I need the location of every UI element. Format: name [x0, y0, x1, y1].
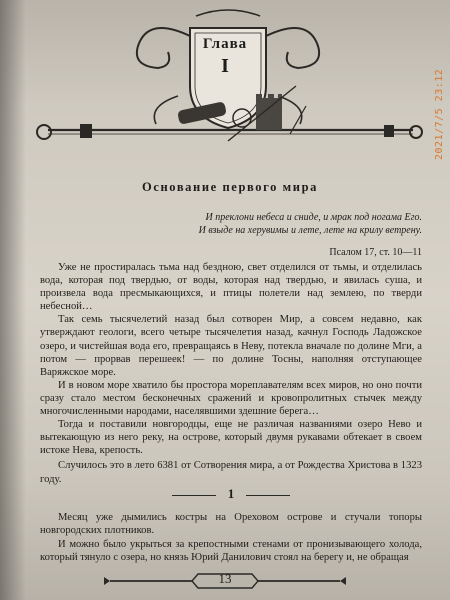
chapter-number: I	[221, 55, 229, 77]
section-number: 1	[227, 486, 235, 501]
epigraph-line: И взыде на херувимы и лете, лете на крилу ветрену.	[198, 225, 422, 236]
page-gutter-shadow	[0, 0, 26, 600]
paragraph: Так семь тысячелетий назад был сотворен Мир, а совсем недавно, как утверждают геологи, всего четыре тысячелетия назад, качнул Господь Ладожское озеро, и чистейшая вода его, превращаясь в Неву, потекла вначале по долине Мги, а потом — прорвав перешеек! — по долине Тосны, наполняя отступающее Варяжское море.	[40, 314, 422, 378]
epigraph-line: И преклони небеса и сниде, и мрак под ногама Его.	[205, 212, 422, 223]
paragraph: Случилось это в лето 6381 от Сотворения мира, а от Рождества Христова в 1323 году.	[40, 460, 422, 485]
paragraph: И в новом море хватило бы простора мореплавателям всех миров, но оно почти сразу стало местом бесконечных сражений и кровопролитных стычек между многочисленными народами, населявшими здешние берега…	[40, 379, 422, 418]
epigraph-source: Псалом 17, ст. 10—11	[329, 247, 422, 258]
divider-rule-right	[246, 495, 290, 496]
paragraph: Тогда и поставили новгородцы, еще не различая названиями озеро Нево и вытекающую из него реку, на острове, который двумя рукавами обтекает в своем истоке Нева, крепость.	[40, 419, 422, 457]
chapter-body	[40, 261, 422, 486]
photo-timestamp: 2021/7/5 23:12	[434, 68, 445, 160]
page-number: 13	[218, 571, 232, 586]
paragraph: И можно было укрыться за крепостными стенами от пронизывающего холода, который тянуло с озера, но князь Юрий Данилович стоял на берегу и, не обращая	[40, 538, 422, 564]
section-divider	[40, 486, 422, 506]
epigraph	[120, 211, 422, 237]
chapter-label: Глава	[202, 36, 248, 52]
section-body	[40, 511, 422, 565]
paragraph: Месяц уже дымились костры на Ореховом острове и стучали топоры новгородских плотников.	[40, 512, 422, 537]
chapter-title: Основание первого мира	[142, 180, 318, 194]
paragraph: Уже не простиралась тьма над бездною, свет отделился от тьмы, и отделилась вода, которая под твердью, от воды, которая над твердью, и явилась суша, и произвела вода пресмыкающихся, и птицы полетели над землею, по тверди небесной…	[40, 262, 422, 313]
chapter-header-ornament	[28, 6, 428, 166]
